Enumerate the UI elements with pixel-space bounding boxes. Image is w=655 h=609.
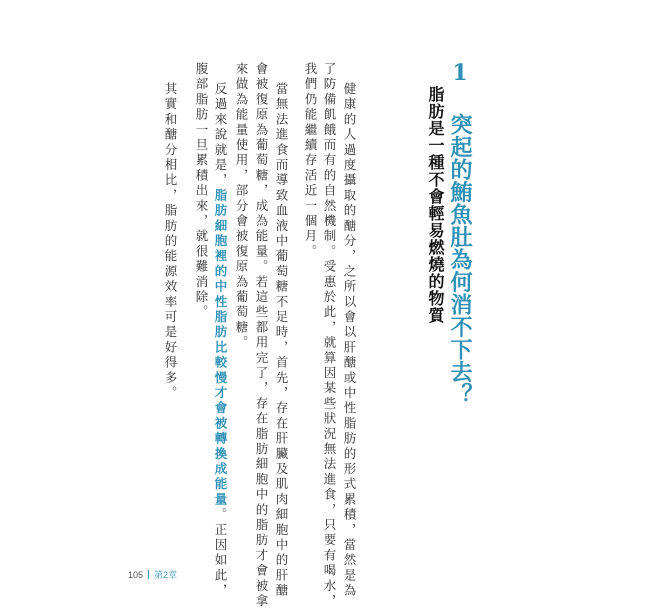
body-line-7-end: 。正因如此， [213,507,228,599]
body-line-2: 了防備飢餓而有的自然機制。受惠於此，就算因某些狀況無法進食，只要有喝水， [322,62,337,609]
section-title: 1 突起的鮪魚肚為何消不下去？ [447,60,473,406]
page-footer [128,568,177,581]
footer-divider [148,570,149,579]
body-line-5: 會被復原為葡萄糖，成為能量。若這些都用完了，存在脂肪細胞中的脂肪才會被拿 [254,62,269,609]
highlight-text: 脂肪細胞裡的中性脂肪比較慢才會被轉換成能量 [213,188,228,508]
body-line-6: 來做為能量使用，部分會被復原為葡萄糖。 [234,62,249,351]
body-line-7 [213,82,227,599]
body-line-1: 健康的人過度攝取的醣分，之所以會以肝醣或中性脂肪的形式累積，當然是為 [342,82,357,599]
body-line-7-start: 反過來說就是， [213,82,228,189]
section-subtitle: 脂肪是一種不會輕易燃燒的物質 [426,86,445,324]
body-line-4: 當無法進食而導致血液中葡萄糖不足時，首先，存在肝臟及肌肉細胞中的肝醣 [274,82,289,599]
body-line-3: 我們仍能繼續存活近一個月。 [303,62,318,260]
page-number: 105 [128,569,144,580]
body-line-8: 腹部脂肪一旦累積出來，就很難消除。 [194,62,209,321]
chapter-label: 第2章 [154,570,178,580]
body-line-9: 其實和醣分相比，脂肪的能源效率可是好得多。 [163,82,178,402]
